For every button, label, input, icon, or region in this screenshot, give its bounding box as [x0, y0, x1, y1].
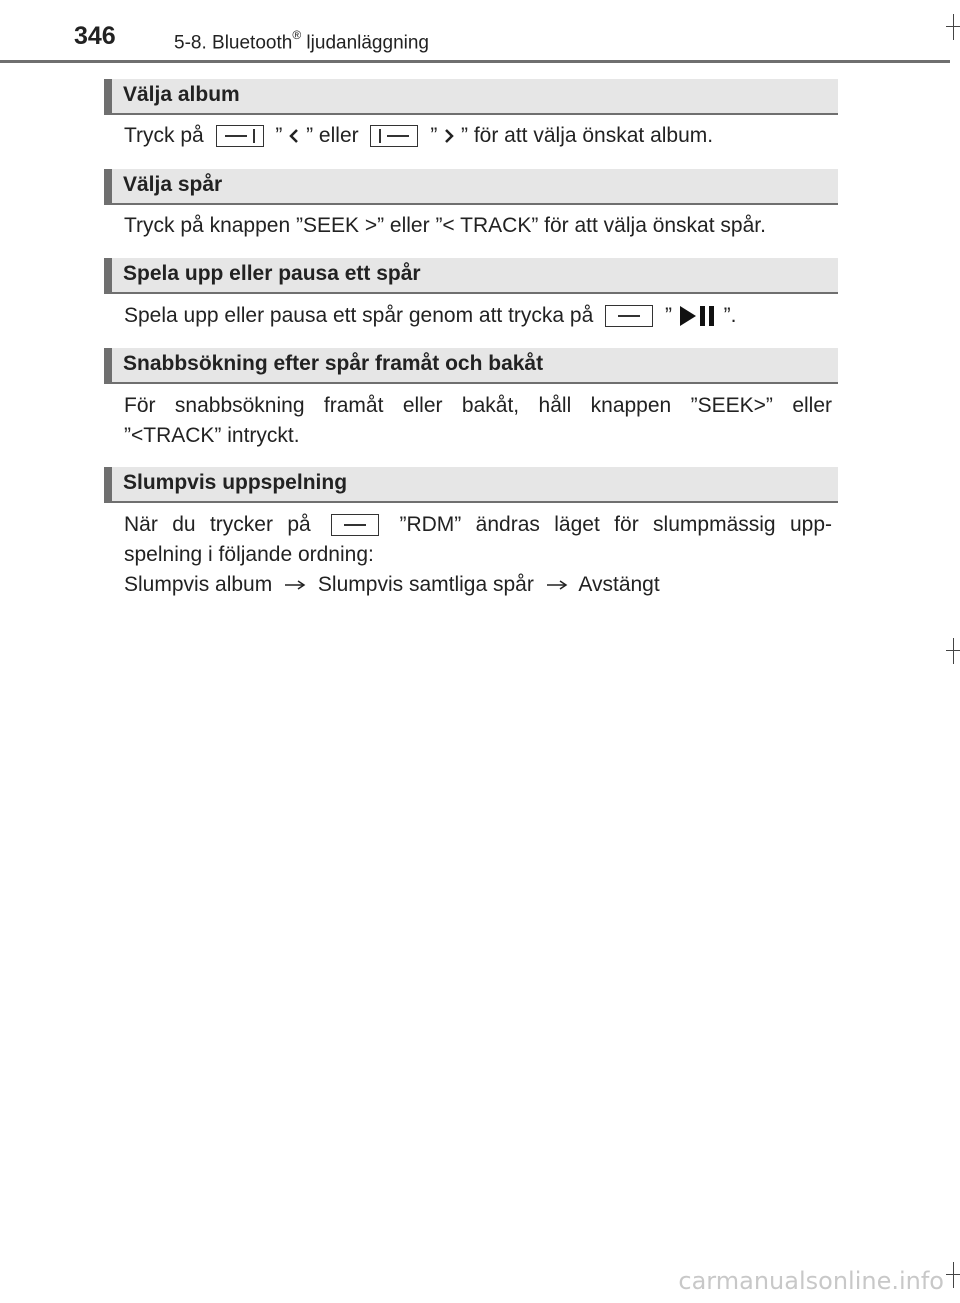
arrow-right-icon: [284, 579, 306, 591]
random-seq-3: Avstängt: [578, 573, 660, 596]
track-instruction: Tryck på knappen ”SEEK >” eller ”< TRACK” för att välja önskat spår.: [124, 214, 766, 237]
arrow-right-icon: [546, 579, 568, 591]
play-pause-icon: [678, 304, 718, 328]
chapter-title: [174, 30, 429, 54]
album-text-5: ” för att välja önskat album.: [461, 124, 714, 147]
album-text-4: ”: [430, 124, 438, 147]
chapter-title-prefix: 5-8. Bluetooth: [174, 32, 293, 54]
section-heading-play: [104, 258, 838, 294]
button-icon: [370, 125, 418, 147]
fast-search-line-1: För snabbsökning framåt eller bakåt, håll knappen ”SEEK>” eller: [124, 394, 832, 417]
section-heading-fast-search: [104, 348, 838, 384]
album-text-2: ”: [275, 124, 283, 147]
chevron-right-icon: [443, 127, 455, 145]
album-text-3: ” eller: [306, 124, 359, 147]
header-rule: [0, 60, 950, 63]
play-text-2: ”: [664, 304, 672, 327]
random-line-2: spelning i följande ordning:: [124, 543, 374, 566]
section-tab: [104, 79, 112, 115]
section-heading-random: [104, 467, 838, 503]
chapter-title-suffix: ljudanläggning: [301, 32, 429, 54]
fast-search-instruction: [124, 391, 832, 451]
section-heading-track: [104, 169, 838, 205]
random-line-1: [124, 510, 832, 540]
random-sequence: [124, 570, 832, 600]
fast-search-line-2: ”<TRACK” intryckt.: [124, 424, 300, 447]
random-instruction: [124, 510, 832, 600]
section-tab: [104, 258, 112, 294]
page-number: 346: [74, 22, 116, 50]
section-heading-album: [104, 79, 838, 115]
album-instruction: [124, 121, 832, 151]
random-seq-1: Slumpvis album: [124, 573, 273, 596]
button-icon: [331, 514, 379, 536]
section-tab: [104, 169, 112, 205]
section-tab: [104, 348, 112, 384]
page-header: [0, 0, 960, 64]
random-text-1b: ”RDM” ändras läget för slumpmässig upp-: [399, 513, 833, 536]
random-seq-2: Slumpvis samtliga spår: [317, 573, 534, 596]
play-instruction: [124, 301, 832, 331]
section-tab: [104, 467, 112, 503]
registered-mark: ®: [292, 28, 302, 42]
section-title: Slumpvis uppspelning: [123, 471, 348, 494]
chevron-left-icon: [288, 127, 300, 145]
section-title: Välja album: [123, 83, 240, 106]
play-text-3: ”.: [723, 304, 737, 327]
section-title: Spela upp eller pausa ett spår: [123, 262, 421, 285]
random-text-1a: När du trycker på: [124, 513, 311, 536]
section-title: Välja spår: [123, 173, 223, 196]
button-icon: [605, 305, 653, 327]
album-text-1: Tryck på: [124, 124, 204, 147]
button-icon: [216, 125, 264, 147]
watermark: carmanualsonline.info: [678, 1267, 944, 1295]
section-title: Snabbsökning efter spår framåt och bakåt: [123, 352, 544, 375]
play-text-1: Spela upp eller pausa ett spår genom att trycka på: [124, 304, 594, 327]
